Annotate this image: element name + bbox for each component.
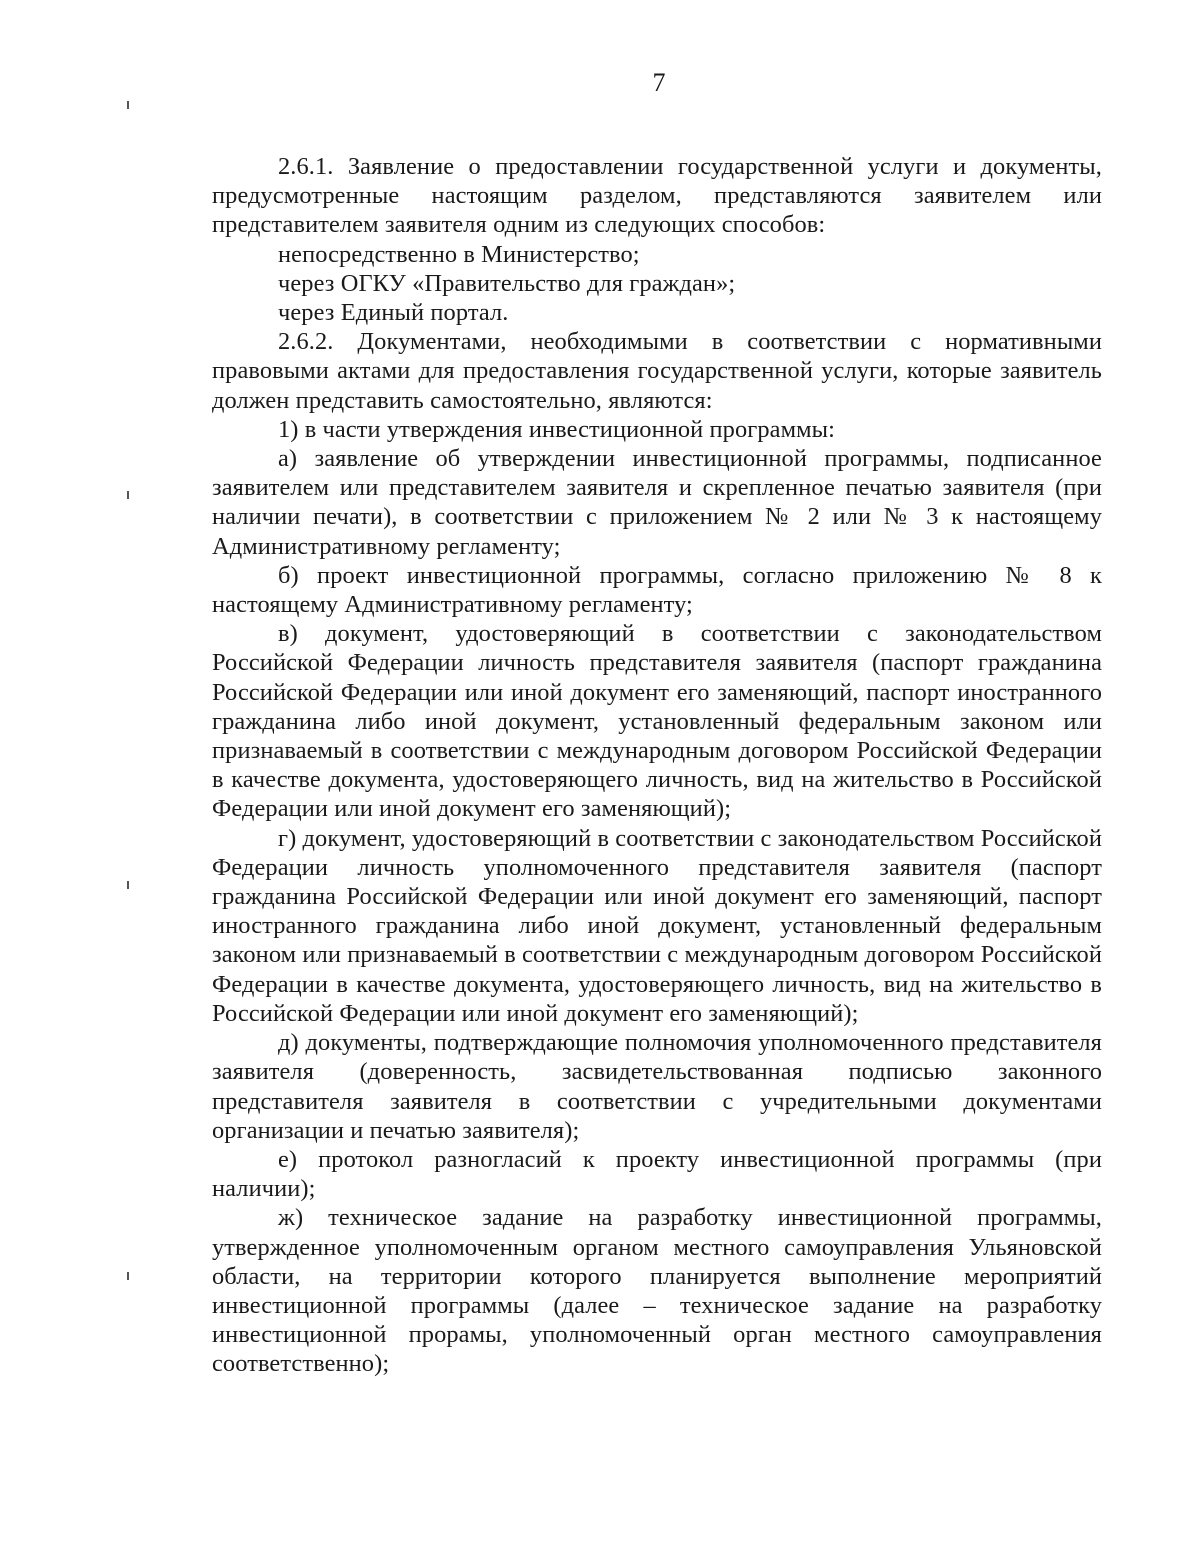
item-b: б) проект инвестиционной программы, согласно приложению № 8 к настоящему Административному регламенту; bbox=[212, 561, 1102, 619]
item-d: д) документы, подтверждающие полномочия уполномоченного представителя заявителя (доверенность, засвидетельствованная подписью законного представителя заявителя в соответствии с учредительными документами организации и печатью заявителя); bbox=[212, 1029, 1102, 1144]
margin-mark bbox=[127, 101, 129, 109]
page-number: 7 bbox=[652, 68, 666, 97]
paragraph-2-6-2: 2.6.2. Документами, необходимыми в соответствии с нормативными правовыми актами для предоставления государственной услуги, которые заявитель должен представить самостоятельно, являются: bbox=[212, 328, 1102, 414]
item-g: г) документ, удостоверяющий в соответствии с законодательством Российской Федерации личность уполномоченного представителя заявителя (паспорт гражданина Российской Федерации или иной документ его заменяющий, паспорт иностранного гражданина либо иной документ, установленный федеральным законом или признаваемый в соответствии с международным договором Российской Федерации в качестве документа, удостоверяющего личность, вид на жительство в Российской Федерации или иной документ его заменяющий); bbox=[212, 824, 1102, 1027]
paragraph-2-6-1: 2.6.1. Заявление о предоставлении государственной услуги и документы, предусмотренные настоящим разделом, представляются заявителем или представителем заявителя одним из следующих способов: bbox=[212, 153, 1102, 239]
margin-mark bbox=[127, 491, 129, 499]
item-e: е) протокол разногласий к проекту инвестиционной программы (при наличии); bbox=[212, 1145, 1102, 1203]
item-zh: ж) техническое задание на разработку инвестиционной программы, утвержденное уполномоченным органом местного самоуправления Ульяновской области, на территории которого планируется выполнение мероприятий инвестиционной программы (далее – техническое задание на разработку инвестиционной прорамы, уполномоченный орган местного самоуправления соответственно); bbox=[212, 1204, 1102, 1378]
margin-mark bbox=[127, 1272, 129, 1280]
item-a: а) заявление об утверждении инвестиционной программы, подписанное заявителем или представителем заявителя и скрепленное печатью заявителя (при наличии печати), в соответствии с приложением № 2 или № 3 к настоящему Административному регламенту; bbox=[212, 445, 1102, 560]
margin-mark bbox=[127, 881, 129, 889]
item-v: в) документ, удостоверяющий в соответствии с законодательством Российской Федерации личность представителя заявителя (паспорт гражданина Российской Федерации или иной документ его заменяющий, паспорт иностранного гражданина либо иной документ, установленный федеральным законом или признаваемый в соответствии с международным договором Российской Федерации в качестве документа, удостоверяющего личность, вид на жительство в Российской Федерации или иной документ его заменяющий); bbox=[212, 620, 1102, 823]
document-body bbox=[212, 152, 1102, 1379]
list-item-portal: через Единый портал. bbox=[278, 299, 509, 327]
list-item-ministry: непосредственно в Министерство; bbox=[278, 240, 640, 268]
subsection-1: 1) в части утверждения инвестиционной программы: bbox=[278, 415, 836, 443]
list-item-ogku: через ОГКУ «Правительство для граждан»; bbox=[278, 269, 736, 297]
